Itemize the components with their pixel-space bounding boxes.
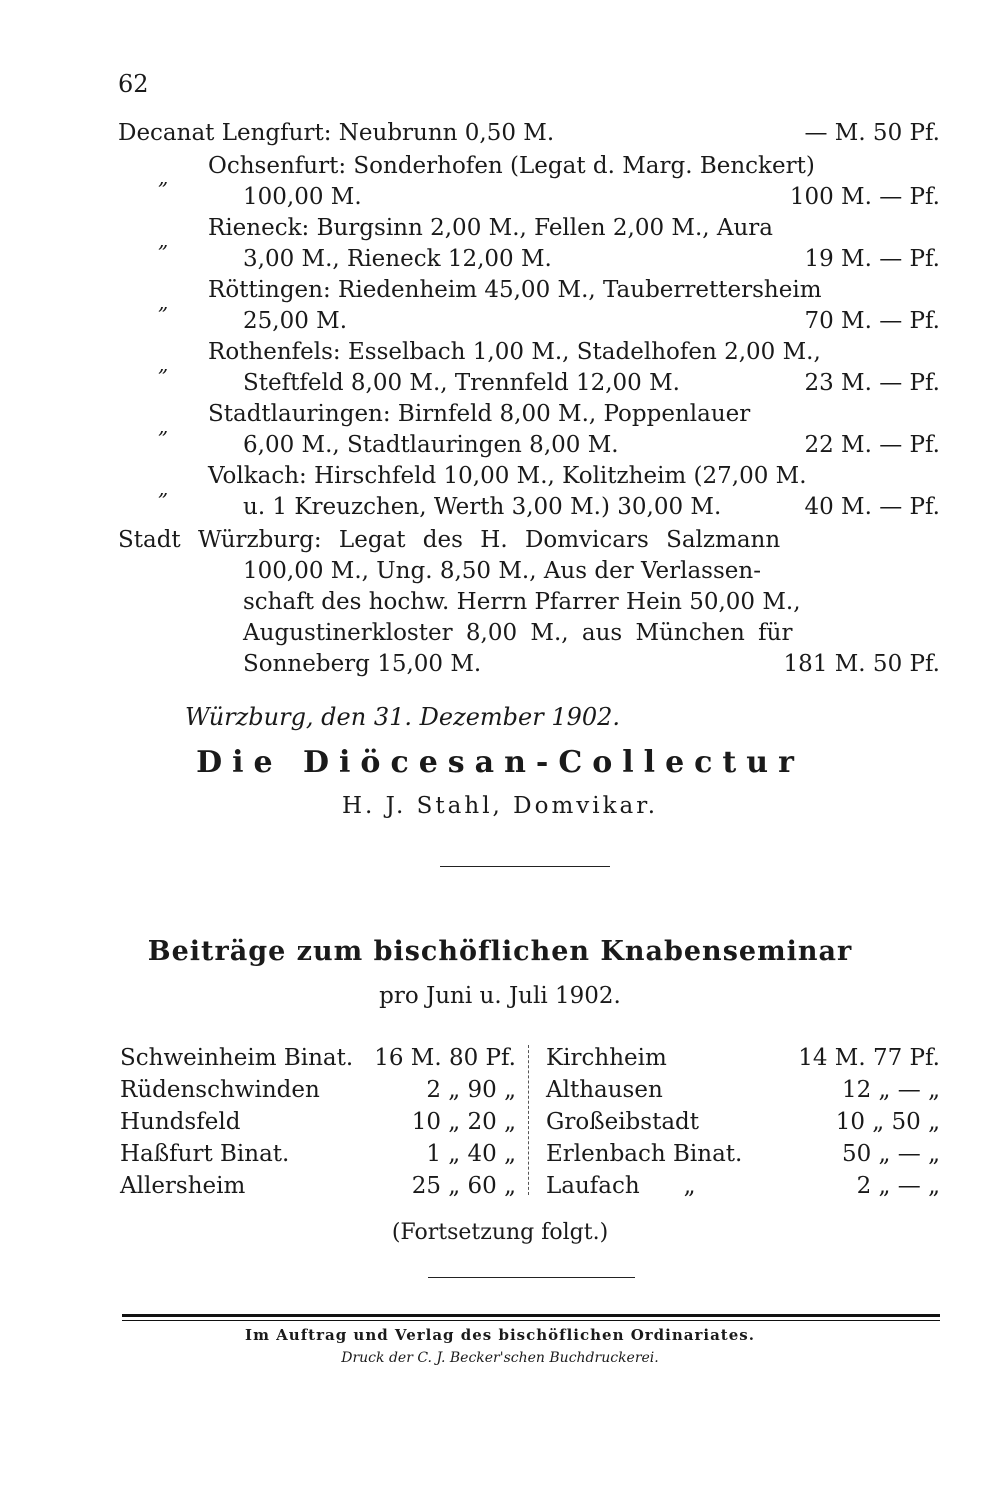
amount: 100 M. — Pf.: [789, 184, 940, 210]
list-item: u. 1 Kreuzchen, Werth 3,00 M.) 30,00 M.: [243, 494, 722, 520]
list-item: schaft des hochw. Herrn Pfarrer Hein 50,00 M.,: [243, 589, 801, 615]
table-cell-place: Großeibstadt: [546, 1109, 699, 1135]
list-item: Decanat Lengfurt: Neubrunn 0,50 M.: [118, 120, 555, 146]
list-item: Augustinerkloster 8,00 M., aus München für: [243, 620, 793, 646]
ditto-mark: „: [158, 290, 169, 314]
table-cell-amount: 25 „ 60 „: [411, 1173, 516, 1199]
amount: 23 M. — Pf.: [804, 370, 940, 396]
section-divider: [440, 866, 610, 867]
amount: 19 M. — Pf.: [804, 246, 940, 272]
list-item: Volkach: Hirschfeld 10,00 M., Kolitzheim (27,00 M.: [208, 463, 807, 489]
list-item: Röttingen: Riedenheim 45,00 M., Tauberrettersheim: [208, 277, 822, 303]
amount: 22 M. — Pf.: [804, 432, 940, 458]
list-item: Rieneck: Burgsinn 2,00 M., Fellen 2,00 M., Aura: [208, 215, 774, 241]
collectur-title: Die Diöcesan-Collectur: [196, 745, 804, 780]
list-item: 100,00 M.: [243, 184, 362, 210]
amount: 70 M. — Pf.: [804, 308, 940, 334]
table-cell-amount: 1 „ 40 „: [426, 1141, 516, 1167]
list-item: 6,00 M., Stadtlauringen 8,00 M.: [243, 432, 619, 458]
ditto-mark: „: [158, 476, 169, 500]
publisher-line: Im Auftrag und Verlag des bischöflichen Ordinariates.: [245, 1326, 755, 1344]
list-item: Steftfeld 8,00 M., Trennfeld 12,00 M.: [243, 370, 680, 396]
list-item: Sonneberg 15,00 M.: [243, 651, 482, 677]
ditto-mark: „: [158, 414, 169, 438]
table-cell-place: Haßfurt Binat.: [120, 1141, 290, 1167]
page-number: 62: [118, 70, 149, 98]
table-cell-amount: 2 „ 90 „: [426, 1077, 516, 1103]
ditto-mark: „: [158, 352, 169, 376]
continued-note: (Fortsetzung folgt.): [391, 1220, 609, 1245]
table-cell-amount: 10 „ 50 „: [835, 1109, 940, 1135]
table-cell-amount: 10 „ 20 „: [411, 1109, 516, 1135]
list-item: Rothenfels: Esselbach 1,00 M., Stadelhofen 2,00 M.,: [208, 339, 821, 365]
list-item: 3,00 M., Rieneck 12,00 M.: [243, 246, 552, 272]
table-cell-place: Rüdenschwinden: [120, 1077, 320, 1103]
table-cell-place: Kirchheim: [546, 1045, 667, 1071]
section-title: Beiträge zum bischöflichen Knabenseminar: [147, 936, 853, 967]
table-cell-place: Laufach „: [546, 1173, 696, 1199]
table-cell-place: Allersheim: [120, 1173, 246, 1199]
table-cell-amount: 16 M. 80 Pf.: [374, 1045, 516, 1071]
table-cell-amount: 50 „ — „: [841, 1141, 940, 1167]
table-cell-place: Erlenbach Binat.: [546, 1141, 743, 1167]
dateline: Würzburg, den 31. Dezember 1902.: [185, 703, 621, 731]
printer-line: Druck der C. J. Becker'schen Buchdruckerei.: [341, 1350, 659, 1366]
closing-divider: [428, 1277, 635, 1278]
list-item: Ochsenfurt: Sonderhofen (Legat d. Marg. Benckert): [208, 153, 815, 179]
ditto-mark: „: [158, 228, 169, 252]
footer-rule-thin: [122, 1320, 940, 1321]
table-cell-place: Schweinheim Binat.: [120, 1045, 354, 1071]
column-divider: [528, 1045, 529, 1195]
amount: 40 M. — Pf.: [804, 494, 940, 520]
table-cell-place: Hundsfeld: [120, 1109, 241, 1135]
ditto-mark: „: [158, 165, 169, 189]
list-item: Stadtlauringen: Birnfeld 8,00 M., Poppenlauer: [208, 401, 751, 427]
list-item: 100,00 M., Ung. 8,50 M., Aus der Verlassen-: [243, 558, 761, 584]
footer-rule: [122, 1314, 940, 1317]
table-cell-amount: 2 „ — „: [856, 1173, 940, 1199]
collectur-signer: H. J. Stahl, Domvikar.: [341, 793, 659, 819]
section-subtitle: pro Juni u. Juli 1902.: [379, 983, 621, 1009]
list-item: Stadt Würzburg: Legat des H. Domvicars Salzmann: [118, 527, 781, 553]
table-cell-amount: 12 „ — „: [841, 1077, 940, 1103]
table-cell-amount: 14 M. 77 Pf.: [798, 1045, 940, 1071]
list-item: 25,00 M.: [243, 308, 348, 334]
amount: 181 M. 50 Pf.: [783, 651, 940, 677]
amount: — M. 50 Pf.: [804, 120, 940, 146]
table-cell-place: Althausen: [546, 1077, 663, 1103]
